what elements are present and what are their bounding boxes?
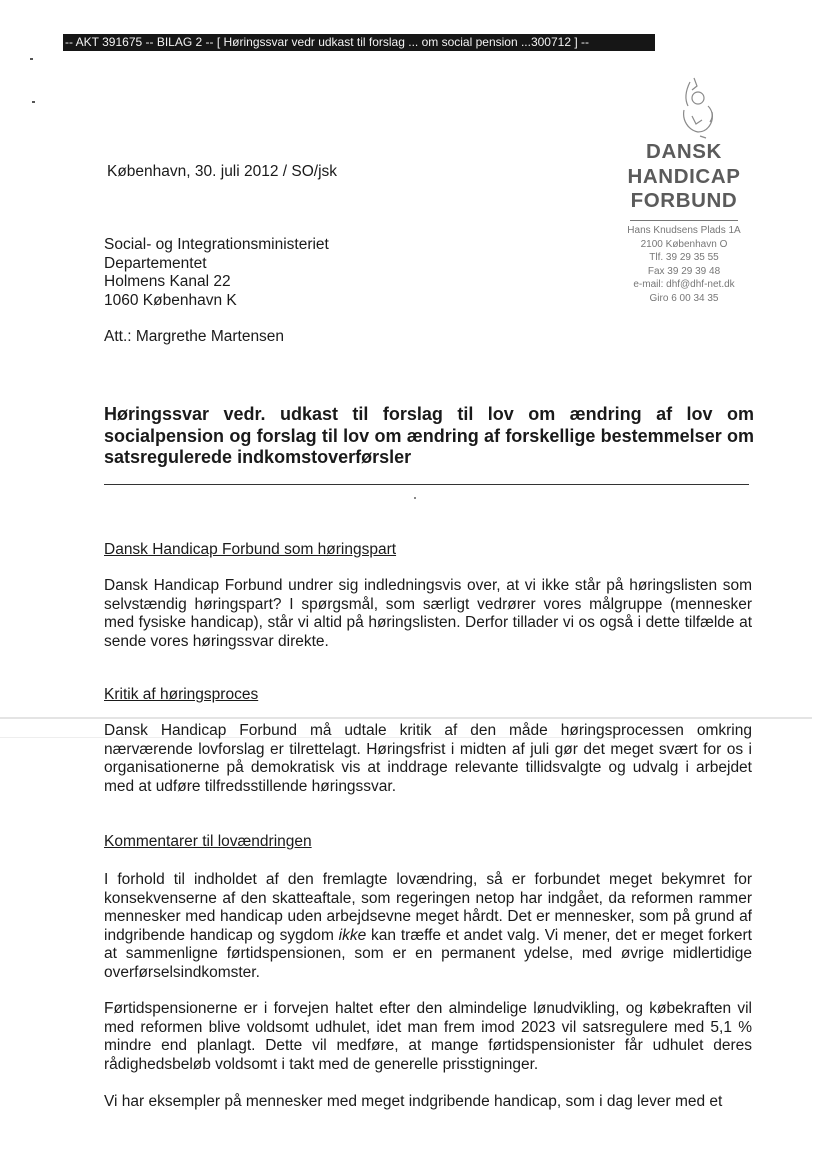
- organization-name-line: DANSK: [646, 140, 722, 163]
- paragraph-text: I forhold til indholdet af den fremlagte lovændring, så er forbundet meget bekymret for konsekvenserne af den skatteaftale, som regeringen netop har indgået, da reformen rammer mennesker med handicap uden arbejdsevne meget hårdt. Det er mennesker, som på grund af indgribende handicap og sygdom: [104, 871, 752, 944]
- section-heading: Kritik af høringsproces: [104, 686, 259, 703]
- subject-divider: [104, 484, 749, 485]
- emphasized-text: ikke: [338, 926, 367, 944]
- address-line: Hans Knudsens Plads 1A: [627, 225, 741, 236]
- section-paragraph: Vi har eksempler på mennesker med meget indgribende handicap, som i dag lever med et: [104, 1093, 723, 1110]
- date-line: København, 30. juli 2012 / SO/jsk: [107, 163, 338, 180]
- address-line: Fax 39 29 39 48: [647, 265, 721, 277]
- address-line: Tlf. 39 29 35 55: [649, 252, 719, 263]
- address-line: Giro 6 00 34 35: [649, 292, 719, 304]
- recipient-line: Holmens Kanal 22: [104, 273, 231, 290]
- scan-speck: [30, 58, 33, 60]
- recipient-line: 1060 København K: [104, 291, 237, 309]
- document-stamp: -- AKT 391675 -- BILAG 2 -- [ Høringssvar vedr udkast til forslag ... om social pension ...300712 ] --: [63, 34, 655, 51]
- organization-name: [614, 140, 754, 221]
- scan-speck: [414, 497, 416, 499]
- address-line: 2100 København O: [640, 238, 728, 250]
- address-line: e-mail: dhf@dhf-net.dk: [633, 279, 735, 290]
- organization-logo-icon: [672, 76, 720, 142]
- letter-subject: Høringssvar vedr. udkast til forslag til lov om ændring af lov om socialpension og forslag til lov om ændring af forskellige bestemmelser om satsregulerede indkomstoverførsler: [104, 404, 754, 467]
- letterhead-divider: [630, 220, 738, 221]
- section-paragraph: Dansk Handicap Forbund undrer sig indledningsvis over, at vi ikke står på høringslisten som selvstændig høringspart? I spørgsmål, som særligt vedrører vores målgruppe (mennesker med fysiske handicap), står vi altid på høringslisten. Derfor tillader vi os også i dette tilfælde at sende vores høringssvar direkte.: [104, 577, 752, 650]
- scan-speck: [32, 101, 35, 103]
- paragraph-text: kan træffe et andet valg. Vi mener, det er meget forkert at sammenligne førtidspensionen, som er en permanent ydelse, med øvrige midlertidige overførselsindkomster.: [104, 926, 752, 981]
- organization-name-line: HANDICAP: [627, 164, 741, 188]
- recipient-line: Social- og Integrationsministeriet: [104, 236, 329, 253]
- recipient-address: [104, 236, 329, 310]
- scan-artifact-line: [0, 717, 812, 719]
- section-heading: Kommentarer til lovændringen: [104, 833, 312, 850]
- section-paragraph: [104, 871, 752, 982]
- organization-name-line: FORBUND: [630, 189, 738, 212]
- section-heading: Dansk Handicap Forbund som høringspart: [104, 541, 397, 558]
- attention-line: Att.: Margrethe Martensen: [104, 328, 285, 345]
- organization-address: [606, 224, 762, 305]
- recipient-line: Departementet: [104, 254, 207, 272]
- section-paragraph: Førtidspensionerne er i forvejen haltet efter den almindelige lønudvikling, og købekraften vil med reformen blive voldsomt udhulet, idet man frem imod 2023 vil satsregulere med 5,1 % mindre end planlagt. Dette vil medføre, at mange førtidspensionister får udhulet deres rådighedsbeløb voldsomt i takt med de generelle prisstigninger.: [104, 1000, 752, 1073]
- section-paragraph: Dansk Handicap Forbund må udtale kritik af den måde høringsprocessen omkring nærværende lovforslag er tilrettelagt. Høringsfrist i midten af juli gør det meget svært for os i organisationerne på demokratisk vis at inddrage relevante tillidsvalgte og udvalg i arbejdet med at udføre tilfredsstillende høringssvar.: [104, 722, 752, 795]
